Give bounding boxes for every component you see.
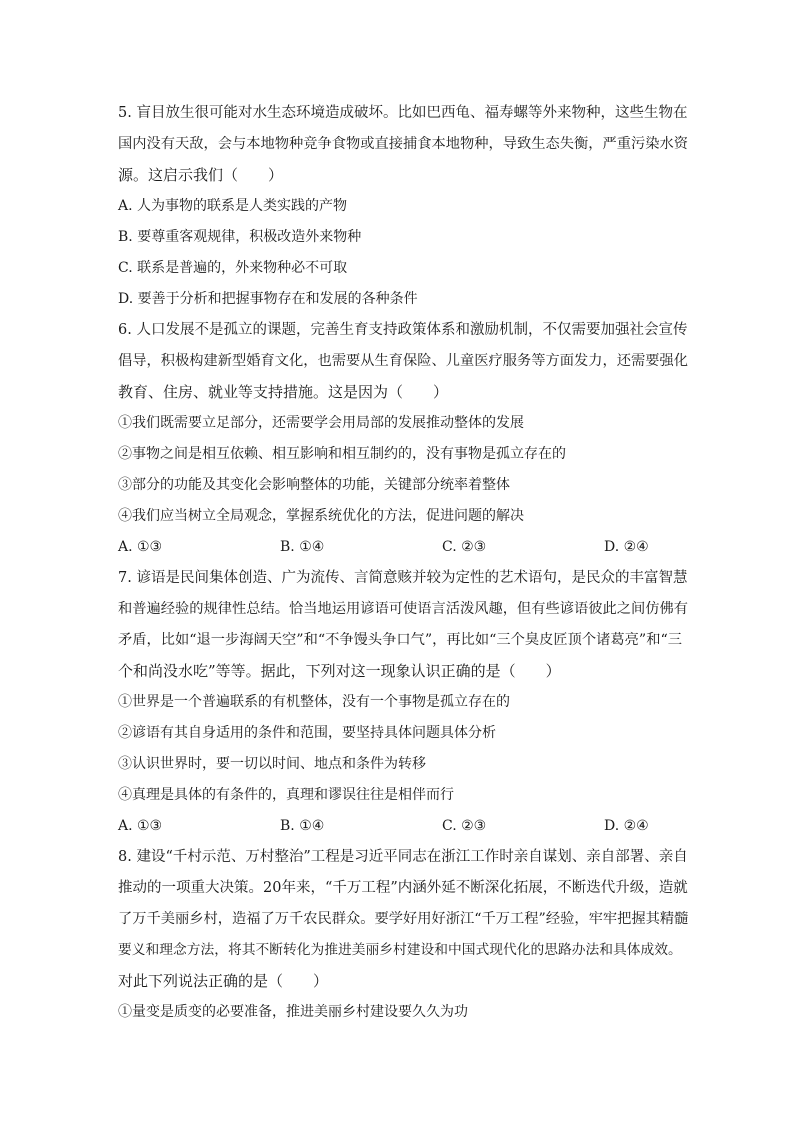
q5-option-a: A. 人为事物的联系是人类实践的产物 xyxy=(118,198,348,214)
document-page xyxy=(118,98,688,1028)
q7-stem-line-1: 7. 谚语是民间集体创造、广为流传、言简意赅并较为定性的艺术语句，是民众的丰富智慧 xyxy=(118,570,688,586)
q6-statement-1: ①我们既需要立足部分，还需要学会用局部的发展推动整体的发展 xyxy=(118,415,524,431)
q6-stem-line-1: 6. 人口发展不是孤立的课题，完善生育支持政策体系和激励机制，不仅需要加强社会宣传 xyxy=(118,322,688,338)
q7-choices xyxy=(118,811,688,842)
q8-statement-1: ①量变是质变的必要准备，推进美丽乡村建设要久久为功 xyxy=(118,1004,468,1020)
q5-option-b: B. 要尊重客观规律，积极改造外来物种 xyxy=(118,229,362,245)
q6-choice-c: C. ②③ xyxy=(442,539,487,555)
q7-stem-line-3: 矛盾，比如“退一步海阔天空”和“不争馒头争口气”，再比如“三个臭皮匠顶个诸葛亮”和“三 xyxy=(118,632,682,648)
q5-option-d: D. 要善于分析和把握事物存在和发展的各种条件 xyxy=(118,291,418,307)
q5-stem-line-3: 源。这启示我们（ ） xyxy=(118,166,284,184)
q5-option-c: C. 联系是普遍的，外来物种必不可取 xyxy=(118,260,348,276)
question-5 xyxy=(118,98,688,315)
q6-stem-line-2: 倡导，积极构建新型婚育文化，也需要从生育保险、儿童医疗服务等方面发力，还需要强化 xyxy=(118,353,689,369)
q6-statement-3: ③部分的功能及其变化会影响整体的功能，关键部分统率着整体 xyxy=(118,477,510,493)
q6-choice-d: D. ②④ xyxy=(604,539,649,555)
q5-stem-line-1: 5. 盲目放生很可能对水生态环境造成破坏。比如巴西龟、福寿螺等外来物种，这些生物在 xyxy=(118,105,688,121)
q5-stem-line-2: 国内没有天敌，会与本地物种竞争食物或直接捕食本地物种，导致生态失衡，严重污染水资 xyxy=(118,136,689,152)
q7-statement-3: ③认识世界时，要一切以时间、地点和条件为转移 xyxy=(118,756,426,772)
q7-statement-2: ②谚语有其自身适用的条件和范围，要坚持具体问题具体分析 xyxy=(118,725,496,741)
q7-statement-4: ④真理是具体的有条件的，真理和谬误往往是相伴而行 xyxy=(118,787,454,803)
q7-choice-c: C. ②③ xyxy=(442,818,487,834)
q7-stem-line-2: 和普遍经验的规律性总结。恰当地运用谚语可使语言活泼风趣，但有些谚语彼此之间仿佛有 xyxy=(118,601,689,617)
q6-choice-a: A. ①③ xyxy=(118,539,163,555)
q7-stem-line-4: 个和尚没水吃”等等。据此，下列对这一现象认识正确的是（ ） xyxy=(118,662,561,680)
question-8 xyxy=(118,842,688,1028)
question-6 xyxy=(118,315,688,563)
q6-statement-2: ②事物之间是相互依赖、相互影响和相互制约的，没有事物是孤立存在的 xyxy=(118,446,566,462)
q6-stem-line-3: 教育、住房、就业等支持措施。这是因为（ ） xyxy=(118,383,449,401)
q7-statement-1: ①世界是一个普遍联系的有机整体，没有一个事物是孤立存在的 xyxy=(118,694,510,710)
q8-stem-line-1: 8. 建设“千村示范、万村整治”工程是习近平同志在浙江工作时亲自谋划、亲自部署、亲自 xyxy=(118,849,688,865)
q8-stem-line-2: 推动的一项重大决策。20年来，“千万工程”内涵外延不断深化拓展，不断迭代升级，造就 xyxy=(118,880,688,896)
q8-stem-line-4: 要义和理念方法，将其不断转化为推进美丽乡村建设和中国式现代化的思路办法和具体成效。 xyxy=(118,942,682,958)
q7-choice-d: D. ②④ xyxy=(604,818,649,834)
q6-choice-b: B. ①④ xyxy=(280,539,325,555)
q8-stem-line-3: 了万千美丽乡村，造福了万千农民群众。要学好用好浙江“千万工程”经验，牢牢把握其精髓 xyxy=(118,911,689,927)
question-7 xyxy=(118,563,688,842)
q6-statement-4: ④我们应当树立全局观念，掌握系统优化的方法，促进问题的解决 xyxy=(118,508,524,524)
q7-choice-a: A. ①③ xyxy=(118,818,163,834)
q8-stem-line-5: 对此下列说法正确的是（ ） xyxy=(118,972,329,990)
q7-choice-b: B. ①④ xyxy=(280,818,325,834)
q6-choices xyxy=(118,532,688,563)
